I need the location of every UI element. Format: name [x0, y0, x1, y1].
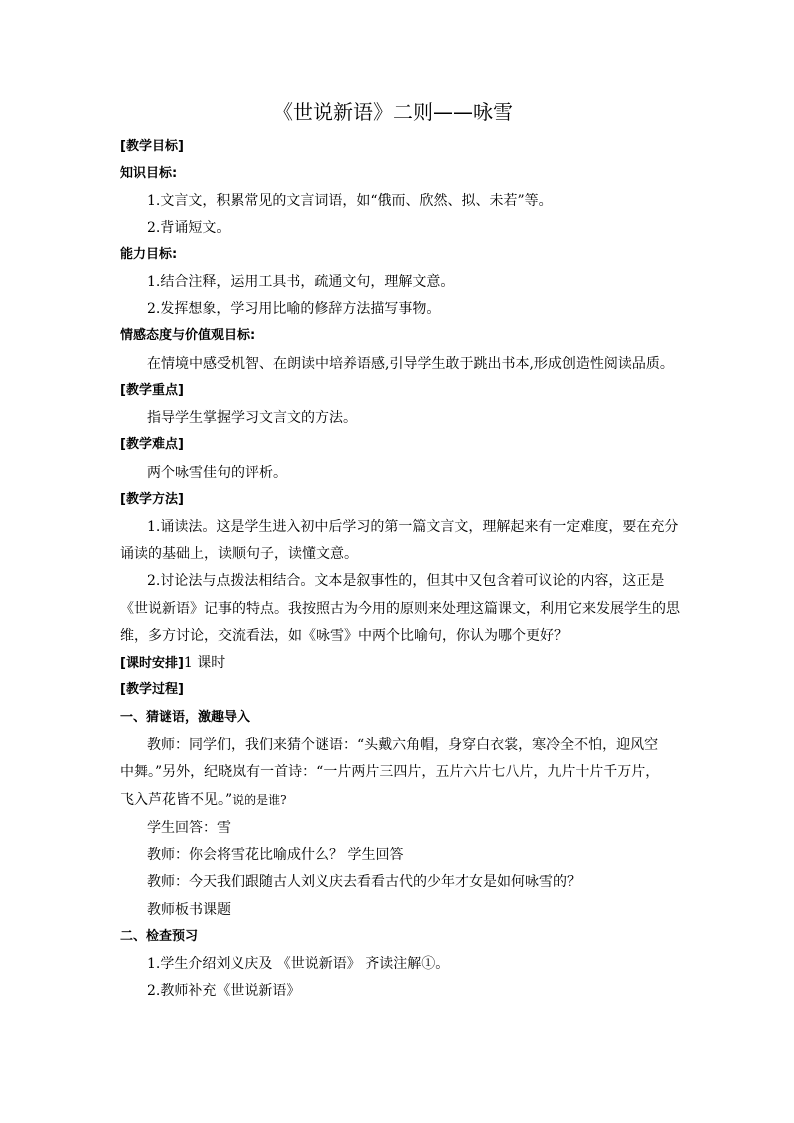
method-2-line: 2.讨论法与点拨法相结合。文本是叙事性的，但其中又包含着可议论的内容，这正是	[147, 573, 665, 589]
dialog-line: 教师：今天我们跟随古人刘义庆去看看古代的少年才女是如何咏雪的？	[147, 874, 581, 890]
ability-item: 2.发挥想象，学习用比喻的修辞方法描写事物。	[147, 301, 441, 317]
method-2-line: 《世说新语》记事的特点。我按照古为今用的原则来处理这篇课文，利用它来发展学生的思	[120, 601, 680, 617]
difficulty-header: [教学难点]	[120, 437, 184, 452]
method-header: [教学方法]	[120, 492, 184, 507]
schedule-header: [课时安排]	[120, 656, 184, 671]
dialog-line: 教师板书课题	[147, 902, 231, 918]
method-2-line: 维，多方讨论，交流看法，如《咏雪》中两个比喻句，你认为哪个更好？	[120, 628, 568, 644]
step2-item: 1.学生介绍刘义庆及 《世说新语》 齐读注解①。	[147, 956, 450, 972]
step1-line: 中舞。”另外，纪晓岚有一首诗：“一片两片三四片，五片六片七八片，九片十片千万片，	[120, 764, 660, 780]
step1-line-last	[120, 790, 287, 810]
difficulty-text: 两个咏雪佳句的评析。	[147, 465, 287, 481]
document-title: 《世说新语》二则——咏雪	[273, 100, 513, 124]
step1-line: 飞入芦花皆不见。”	[120, 792, 233, 808]
method-1-line: 1.诵读法。这是学生进入初中后学习的第一篇文言文，理解起来有一定难度，要在充分	[147, 519, 679, 535]
step2-item: 2.教师补充《世说新语》	[147, 983, 301, 999]
ability-header: 能力目标:	[120, 247, 178, 262]
method-1-line: 诵读的基础上，读顺句子，读懂文意。	[120, 546, 358, 562]
goals-header: [教学目标]	[120, 139, 184, 154]
knowledge-item: 1.文言文，积累常见的文言词语，如“俄而、欣然、拟、未若”等。	[147, 193, 553, 209]
emotion-header: 情感态度与价值观目标:	[120, 328, 256, 343]
knowledge-item: 2.背诵短文。	[147, 220, 231, 236]
key-text: 指导学生掌握学习文言文的方法。	[147, 410, 357, 426]
process-header: [教学过程]	[120, 682, 184, 697]
step2-header: 二、检查预习	[120, 929, 199, 944]
step1-tail: 说的是谁?	[232, 793, 287, 807]
schedule-line	[120, 653, 225, 674]
dialog-line: 教师：你会将雪花比喻成什么？ 学生回答	[147, 847, 404, 863]
key-header: [教学重点]	[120, 383, 184, 398]
schedule-value: 1 课时	[183, 655, 226, 671]
knowledge-header: 知识目标:	[120, 166, 178, 181]
dialog-line: 学生回答：雪	[147, 820, 231, 836]
ability-item: 1.结合注释，运用工具书，疏通文句，理解文意。	[147, 274, 455, 290]
emotion-text: 在情境中感受机智、在朗读中培养语感,引导学生敢于跳出书本,形成创造性阅读品质。	[147, 356, 674, 372]
step1-line: 教师：同学们，我们来猜个谜语：“头戴六角帽，身穿白衣裳，寒冷全不怕，迎风空	[147, 737, 659, 753]
step1-header: 一、猜谜语，激趣导入	[120, 710, 251, 725]
